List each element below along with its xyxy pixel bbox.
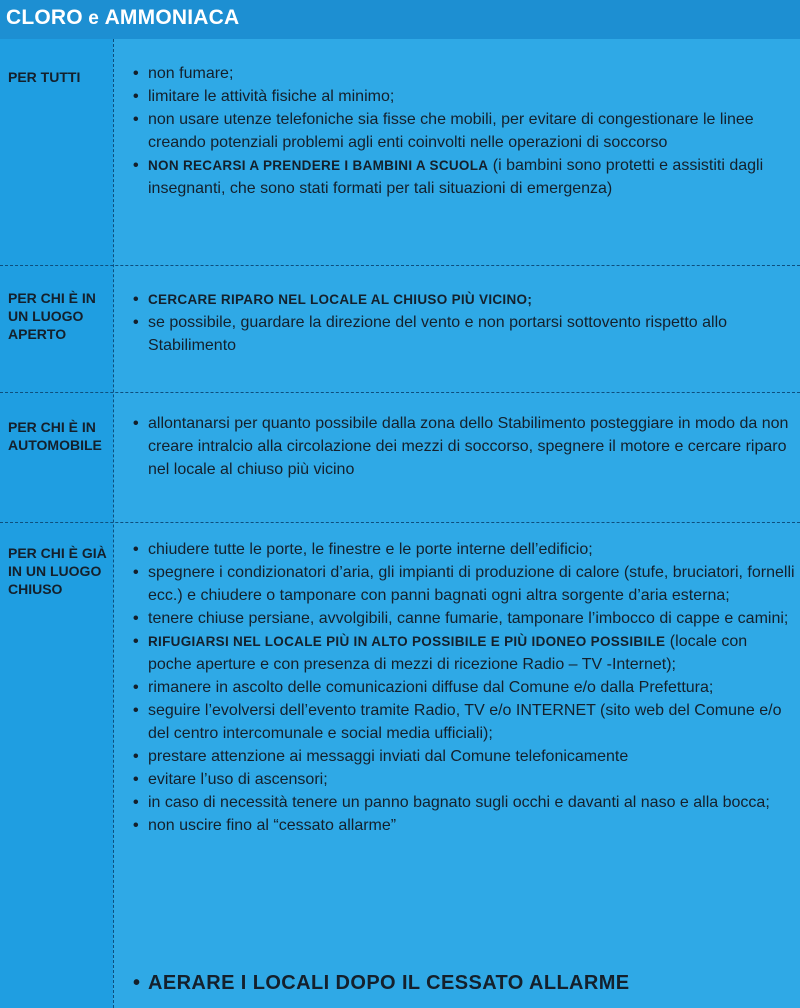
list-item: [133, 791, 795, 814]
page-title: [6, 6, 239, 30]
row-divider: [0, 522, 800, 523]
section-label-luogo-aperto: PER CHI È IN UN LUOGO APERTO: [8, 290, 96, 342]
item-text: (i bambini sono protetti e assistiti dagli insegnanti, che sono stati formati per tali situazioni di emergenza): [148, 157, 764, 197]
item-text: chiudere tutte le porte, le finestre e le porte interne dell’edificio;: [148, 541, 593, 558]
list-item: [133, 676, 795, 699]
item-text: rimanere in ascolto delle comunicazioni diffuse dal Comune e/o dalla Prefettura;: [148, 679, 714, 696]
row-divider: [0, 392, 800, 393]
list-item: [133, 311, 795, 357]
item-text: evitare l’uso di ascensori;: [148, 771, 328, 788]
section-label-per-tutti: PER TUTTI: [8, 69, 81, 85]
list-item: [133, 768, 795, 791]
section-label-luogo-chiuso: PER CHI È GIÀ IN UN LUOGO CHIUSO: [8, 545, 107, 597]
list-item: [133, 62, 795, 85]
item-text: spegnere i condizionatori d’aria, gli impianti di produzione di calore (stufe, bruciatori, fornelli ecc.) e chiudere o tamponare con panni bagnati ogni altra sorgente d’aria esterna;: [148, 564, 795, 604]
item-bold-text: NON RECARSI A PRENDERE I BAMBINI A SCUOLA: [148, 158, 489, 173]
section-list-luogo-chiuso: [133, 538, 795, 837]
list-item: [133, 745, 795, 768]
item-text: in caso di necessità tenere un panno bagnato sugli occhi e davanti al naso e alla bocca;: [148, 794, 770, 811]
list-item: [133, 630, 795, 676]
item-bold-text: RIFUGIARSI NEL LOCALE PIÙ IN ALTO POSSIBILE E PIÙ IDONEO POSSIBILE: [148, 634, 666, 649]
section-list-automobile: [133, 412, 795, 481]
item-text: se possibile, guardare la direzione del vento e non portarsi sottovento rispetto allo Stabilimento: [148, 314, 728, 354]
item-text: non fumare;: [148, 65, 234, 82]
title-part-1: CLORO: [6, 6, 83, 29]
list-item: [133, 561, 795, 607]
item-text: seguire l’evolversi dell’evento tramite Radio, TV e/o INTERNET (sito web del Comune e/o del centro intercomunale e social media ufficiali);: [148, 702, 782, 742]
section-list-per-tutti: [133, 62, 795, 200]
title-part-2: e: [82, 8, 105, 29]
section-list-luogo-aperto: [133, 288, 795, 357]
column-divider: [113, 39, 114, 1008]
row-divider: [0, 265, 800, 266]
list-item: [133, 699, 795, 745]
section-label-automobile: PER CHI È IN AUTOMOBILE: [8, 419, 102, 453]
item-text: limitare le attività fisiche al minimo;: [148, 88, 395, 105]
item-text: (locale con poche aperture e con presenza di mezzi di ricezione Radio – TV -Internet);: [148, 633, 748, 673]
title-part-3: AMMONIACA: [104, 6, 240, 29]
title-bar: [0, 0, 800, 39]
final-notice: • AERARE I LOCALI DOPO IL CESSATO ALLARME: [133, 972, 800, 995]
label-column: [0, 39, 113, 1008]
list-item: [133, 108, 795, 154]
item-text: allontanarsi per quanto possibile dalla zona dello Stabilimento posteggiare in modo da non creare intralcio alla circolazione dei mezzi di soccorso, spegnere il motore e cercare riparo nel locale al chiuso più vicino: [148, 415, 789, 478]
list-item: [133, 85, 795, 108]
item-bold-text: CERCARE RIPARO NEL LOCALE AL CHIUSO PIÙ VICINO;: [148, 292, 533, 307]
list-item: [133, 607, 795, 630]
item-text: prestare attenzione ai messaggi inviati dal Comune telefonicamente: [148, 748, 629, 765]
list-item: [133, 412, 795, 481]
item-text: tenere chiuse persiane, avvolgibili, canne fumarie, tamponare l’imbocco di cappe e camini;: [148, 610, 789, 627]
list-item: [133, 288, 795, 311]
list-item: [133, 814, 795, 837]
item-text: non uscire fino al “cessato allarme”: [148, 817, 397, 834]
list-item: [133, 538, 795, 561]
item-text: non usare utenze telefoniche sia fisse che mobili, per evitare di congestionare le linee creando potenziali problemi agli enti coinvolti nelle operazioni di soccorso: [148, 111, 754, 151]
list-item: [133, 154, 795, 200]
